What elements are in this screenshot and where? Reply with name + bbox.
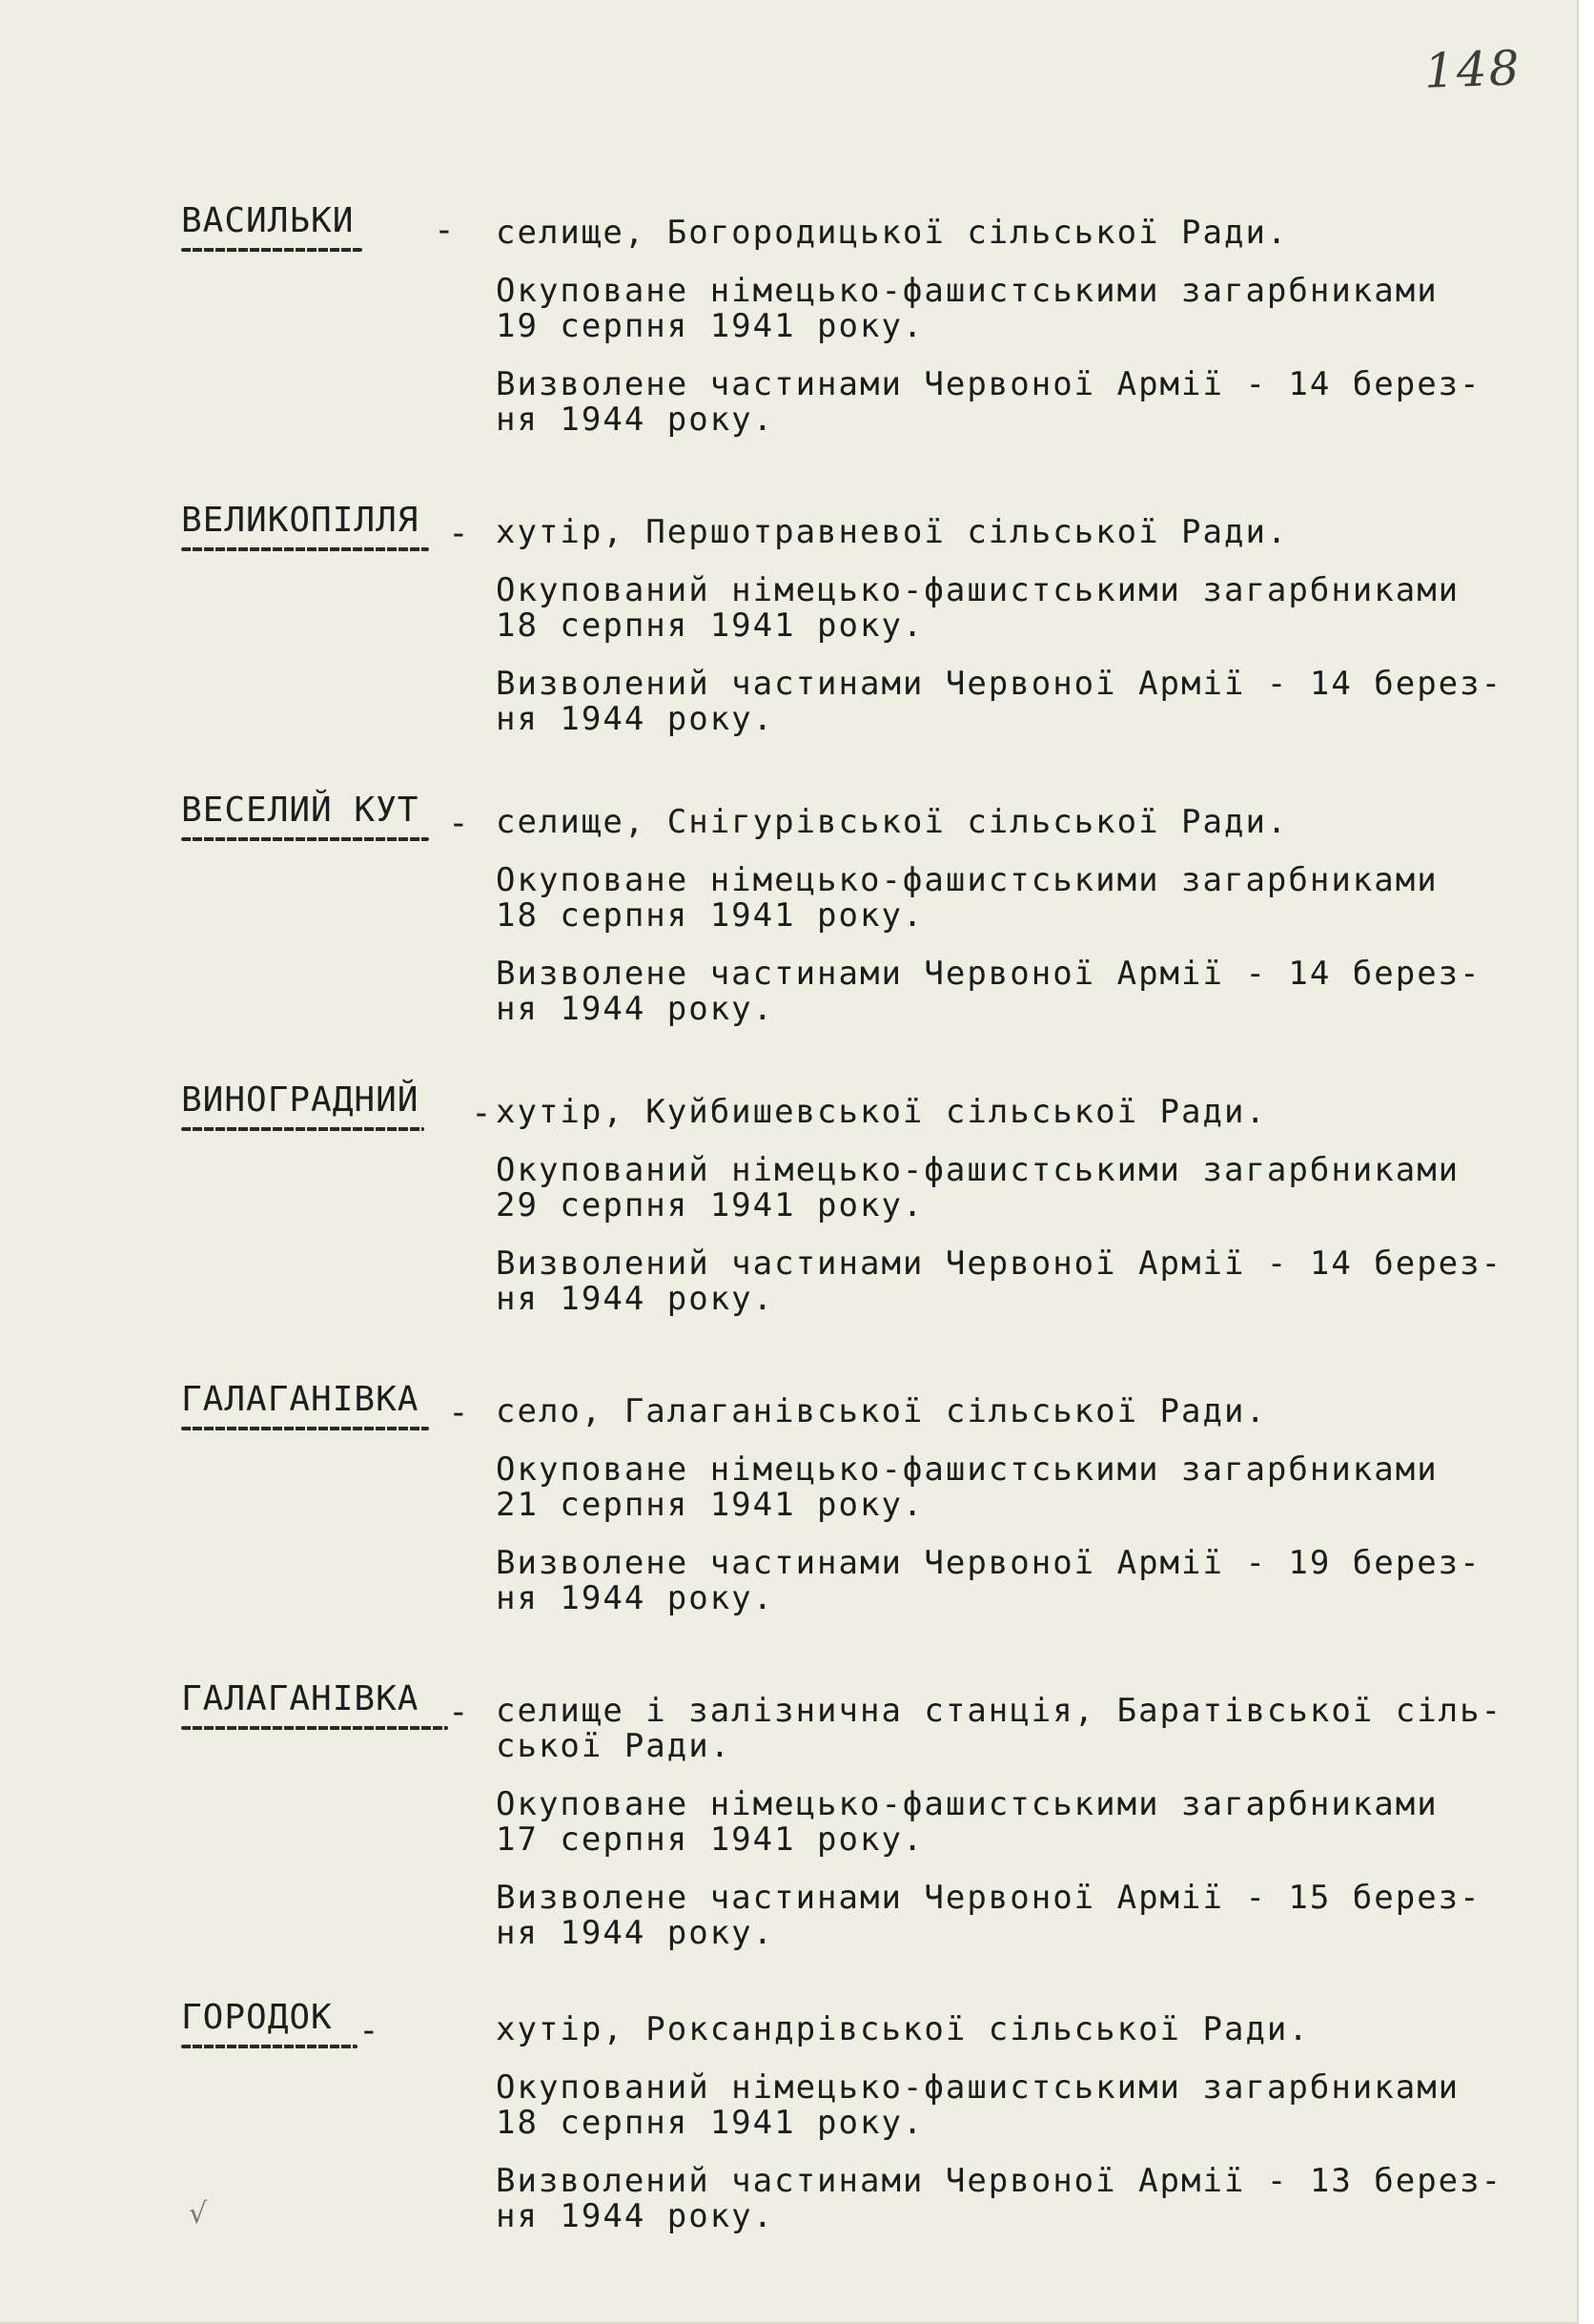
settlement-type-line-continued: ської Ради. xyxy=(496,1727,732,1765)
occupation-line-2: 18 серпня 1941 року. xyxy=(496,896,925,935)
occupation-line-1: Окупований німецько-фашистськими загарбниками xyxy=(496,571,1461,609)
settlement-name-text: ГОРОДОК xyxy=(181,1998,333,2037)
settlement-name-text: ВАСИЛЬКИ xyxy=(181,201,355,240)
settlement-name-text: ГАЛАГАНІВКА xyxy=(181,1380,419,1419)
occupation-line-2: 21 серпня 1941 року. xyxy=(496,1486,925,1524)
settlement-name xyxy=(181,1680,419,1718)
occupation-line-2: 18 серпня 1941 року. xyxy=(496,2104,925,2142)
occupation-line-1: Окупований німецько-фашистськими загарбниками xyxy=(496,2068,1461,2107)
settlement-name-text: ВИНОГРАДНИЙ xyxy=(181,1080,419,1120)
occupation-line-1: Окупований німецько-фашистськими загарбниками xyxy=(496,1151,1461,1189)
settlement-description xyxy=(496,805,1554,1027)
liberation-line-2: ня 1944 року. xyxy=(496,1579,775,1617)
occupation-line-2: 18 серпня 1941 року. xyxy=(496,607,925,645)
settlement-description xyxy=(496,1694,1554,1951)
liberation-line-1: Визволене частинами Червоної Армії - 14 берез- xyxy=(496,365,1482,403)
name-underline xyxy=(181,248,362,252)
settlement-name-text: ВЕЛИКОПІЛЛЯ xyxy=(181,501,419,540)
name-dash: - xyxy=(434,211,455,250)
occupation-line-2: 29 серпня 1941 року. xyxy=(496,1186,925,1224)
name-underline xyxy=(181,1127,424,1131)
name-dash: - xyxy=(358,2011,379,2050)
name-dash: - xyxy=(471,1094,492,1133)
settlement-type-line: селище, Снігурівської сільської Ради. xyxy=(496,803,1289,841)
settlement-type-line: хутір, Куйбишевської сільської Ради. xyxy=(496,1093,1267,1131)
settlement-description xyxy=(496,1095,1554,1317)
name-underline xyxy=(181,547,429,551)
page-number: 148 xyxy=(1423,40,1522,99)
settlement-name-text: ГАЛАГАНІВКА xyxy=(181,1679,419,1718)
settlement-name xyxy=(181,202,354,240)
settlement-description xyxy=(496,1394,1554,1616)
settlement-name-text: ВЕСЕЛИЙ КУТ xyxy=(181,791,419,830)
settlement-type-line: село, Галаганівської сільської Ради. xyxy=(496,1392,1267,1430)
liberation-line-1: Визволене частинами Червоної Армії - 19 берез- xyxy=(496,1544,1482,1582)
liberation-line-1: Визволене частинами Червоної Армії - 14 берез- xyxy=(496,955,1482,993)
name-dash: - xyxy=(448,804,469,843)
settlement-type-line: хутір, Роксандрівської сільської Ради. xyxy=(496,2010,1310,2048)
settlement-type-line: селище, Богородицької сільської Ради. xyxy=(496,214,1289,252)
liberation-line-1: Визволений частинами Червоної Армії - 13 берез- xyxy=(496,2162,1503,2200)
settlement-name xyxy=(181,1381,419,1419)
name-underline xyxy=(181,837,429,841)
settlement-description xyxy=(496,515,1554,737)
settlement-type-line: селище і залізнична станція, Баратівської сіль- xyxy=(496,1692,1503,1730)
settlement-name xyxy=(181,1081,419,1120)
settlement-type-line: хутір, Першотравневої сільської Ради. xyxy=(496,513,1289,551)
name-dash: - xyxy=(448,514,469,553)
liberation-line-2: ня 1944 року. xyxy=(496,990,775,1028)
settlement-name xyxy=(181,502,419,540)
liberation-line-2: ня 1944 року. xyxy=(496,1280,775,1318)
name-underline xyxy=(181,1427,429,1430)
settlement-description xyxy=(496,2012,1554,2234)
liberation-line-2: ня 1944 року. xyxy=(496,2197,775,2235)
name-underline xyxy=(181,1726,448,1730)
name-dash: - xyxy=(448,1393,469,1432)
occupation-line-2: 19 серпня 1941 року. xyxy=(496,307,925,345)
liberation-line-1: Визволене частинами Червоної Армії - 15 берез- xyxy=(496,1879,1482,1917)
name-dash: - xyxy=(448,1693,469,1732)
liberation-line-1: Визволений частинами Червоної Армії - 14 берез- xyxy=(496,1244,1503,1283)
pencil-check-mark: √ xyxy=(189,2197,208,2231)
settlement-description xyxy=(496,216,1554,438)
occupation-line-2: 17 серпня 1941 року. xyxy=(496,1820,925,1859)
settlement-name xyxy=(181,1999,333,2037)
occupation-line-1: Окуповане німецько-фашистськими загарбниками xyxy=(496,861,1439,899)
settlement-name xyxy=(181,792,419,830)
occupation-line-1: Окуповане німецько-фашистськими загарбниками xyxy=(496,1450,1439,1489)
liberation-line-2: ня 1944 року. xyxy=(496,1914,775,1952)
liberation-line-2: ня 1944 року. xyxy=(496,700,775,738)
occupation-line-1: Окуповане німецько-фашистськими загарбниками xyxy=(496,1785,1439,1823)
occupation-line-1: Окуповане німецько-фашистськими загарбниками xyxy=(496,272,1439,310)
liberation-line-1: Визволений частинами Червоної Армії - 14 берез- xyxy=(496,665,1503,703)
name-underline xyxy=(181,2045,358,2048)
liberation-line-2: ня 1944 року. xyxy=(496,401,775,439)
